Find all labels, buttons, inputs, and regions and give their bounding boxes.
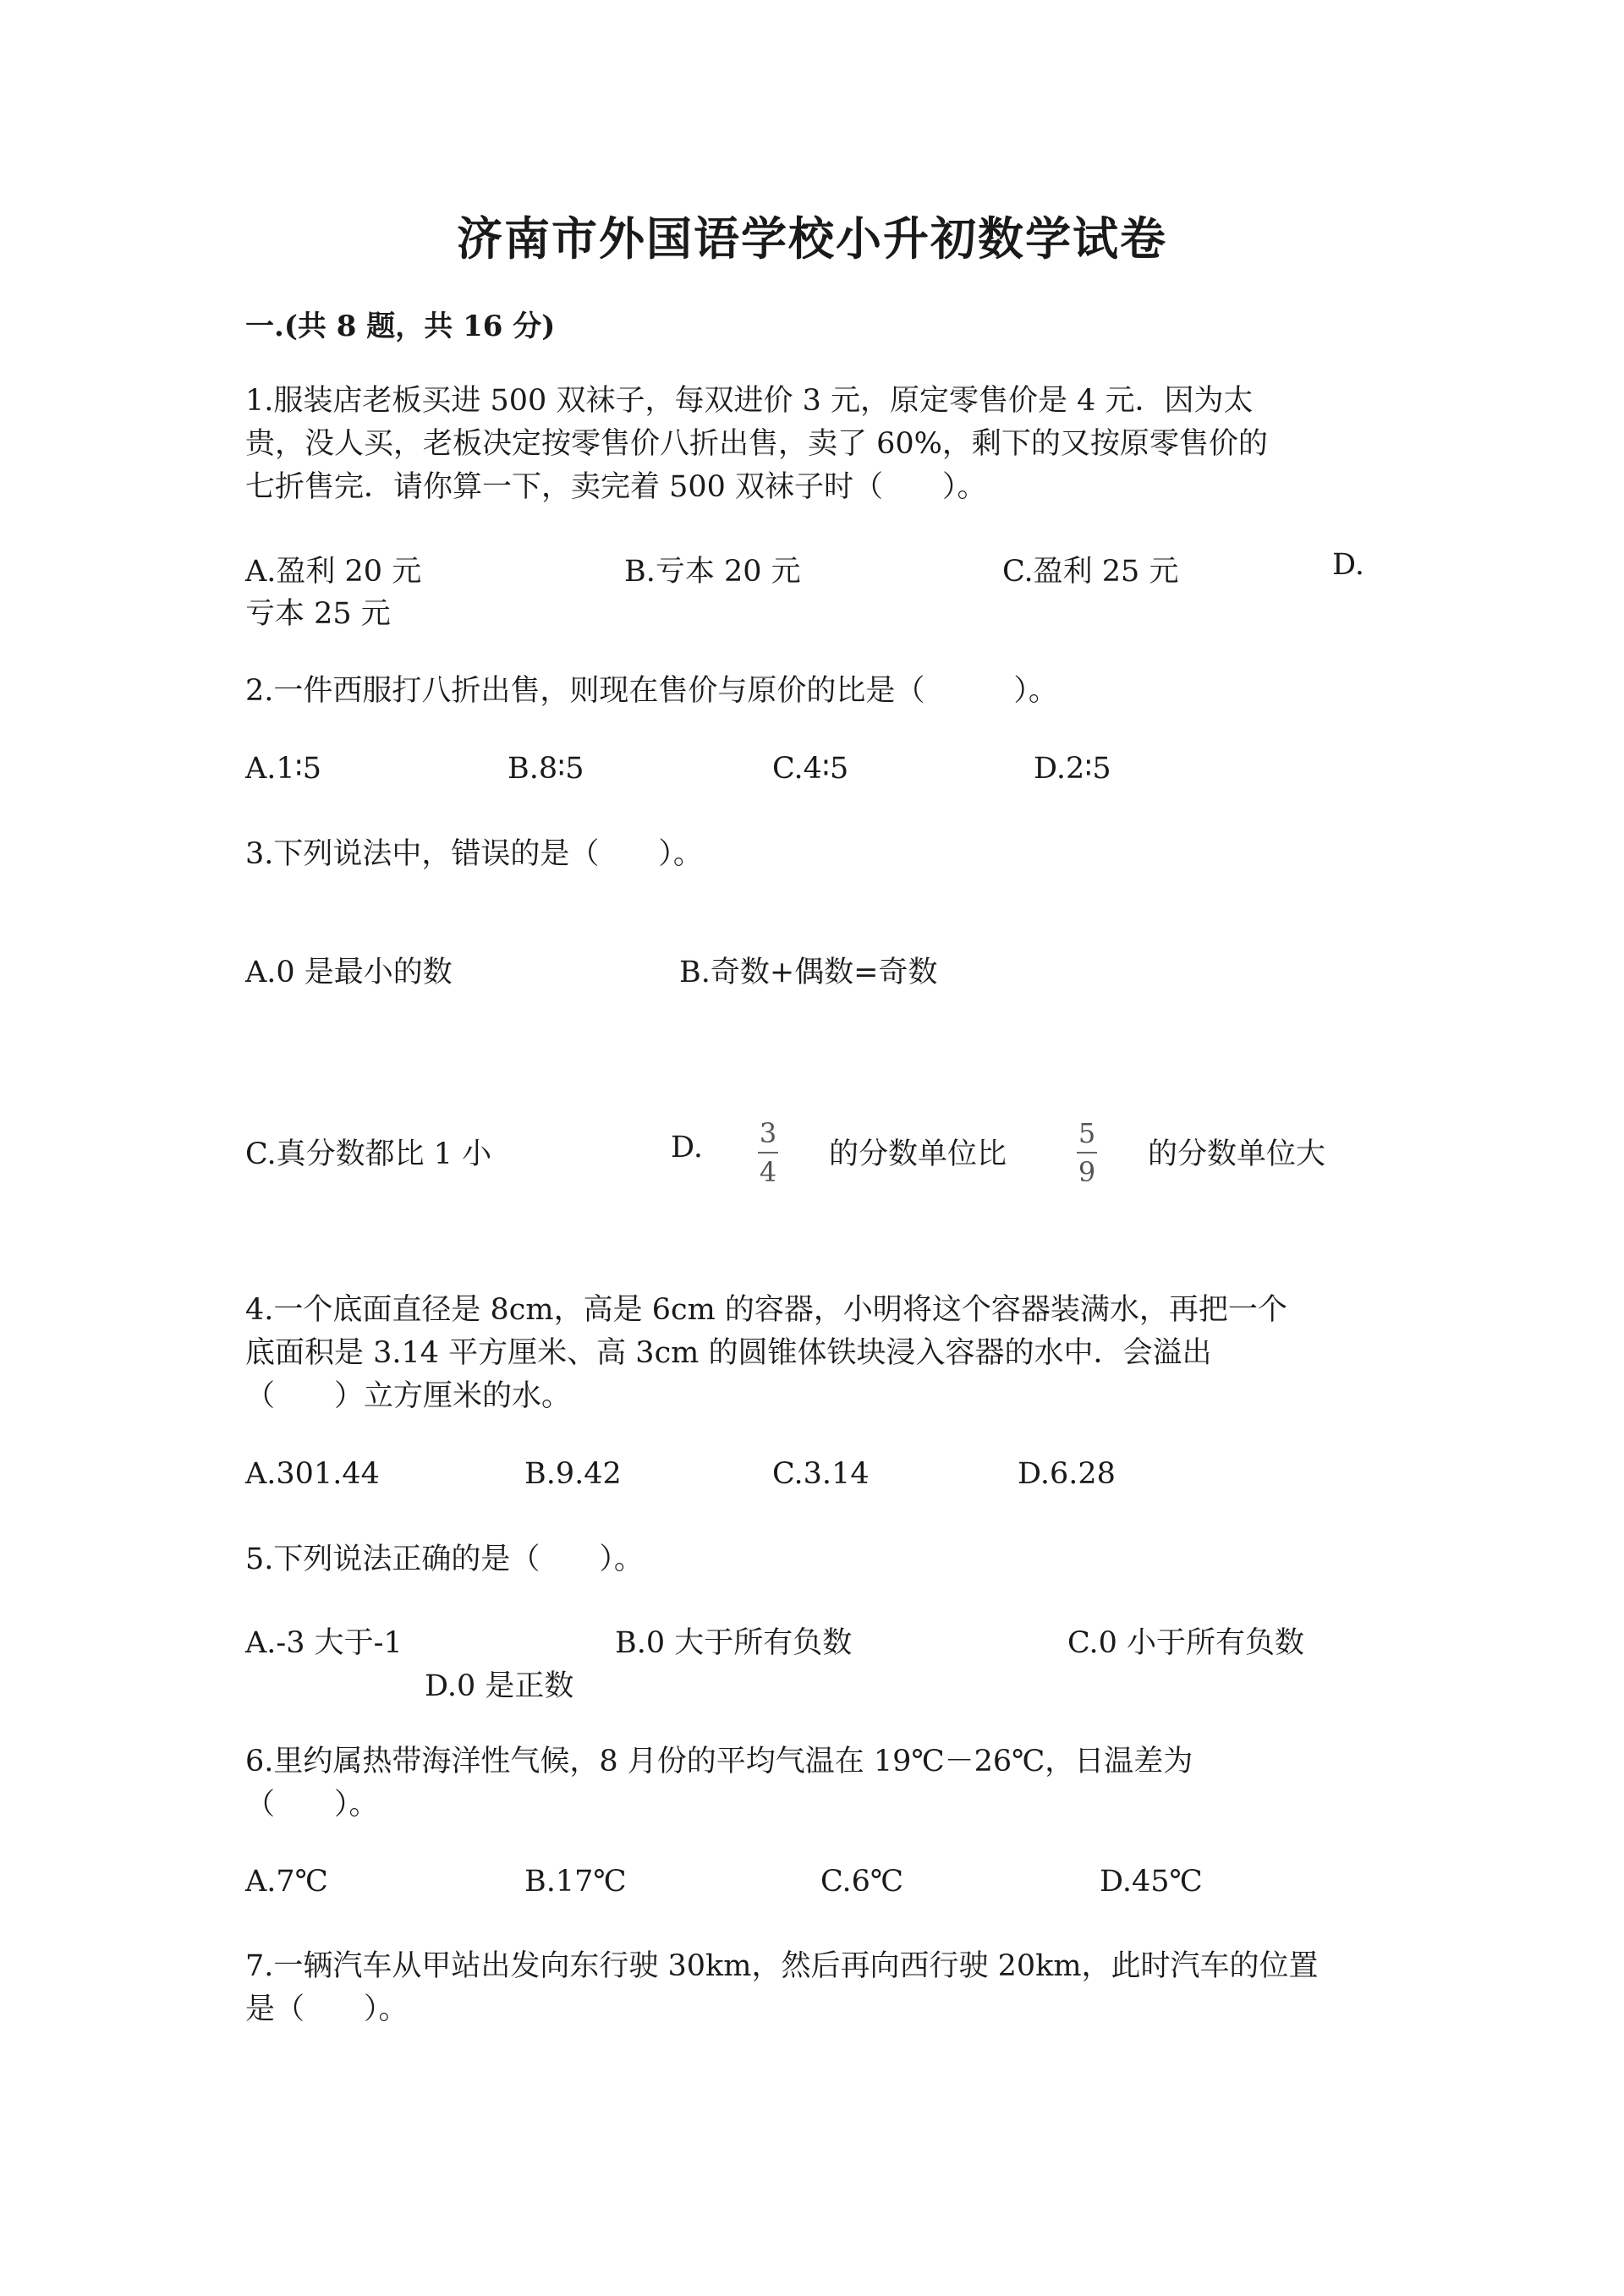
fraction-bar — [1077, 1152, 1097, 1153]
question-4-line-3: （ ）立方厘米的水。 — [245, 1379, 572, 1413]
question-3-option-d-text-2: 的分数单位大 — [1148, 1137, 1326, 1171]
fraction-numerator: 3 — [759, 1117, 777, 1149]
question-3-line-1: 3.下列说法中，错误的是（ ）。 — [245, 837, 703, 871]
fraction-denominator: 9 — [1078, 1156, 1096, 1188]
fraction-five-ninths — [1077, 1116, 1097, 1189]
question-3-option-d-label: D. — [671, 1131, 703, 1164]
question-5-option-c: C.0 小于所有负数 — [1067, 1626, 1305, 1660]
question-3-option-b: B.奇数+偶数=奇数 — [679, 956, 938, 989]
question-2-option-b: B.8∶5 — [508, 752, 584, 786]
question-2-option-a: A.1∶5 — [245, 752, 322, 786]
question-1-line-2: 贵，没人买，老板决定按零售价八折出售，卖了 60%，剩下的又按原零售价的 — [245, 427, 1268, 461]
fraction-bar — [758, 1152, 778, 1153]
question-4-line-1: 4.一个底面直径是 8cm，高是 6cm 的容器，小明将这个容器装满水，再把一个 — [245, 1293, 1287, 1327]
section-heading: 一.(共 8 题，共 16 分) — [245, 310, 556, 343]
question-6-option-b: B.17℃ — [524, 1865, 627, 1899]
fraction-denominator: 4 — [759, 1156, 777, 1188]
fraction-numerator: 5 — [1078, 1117, 1096, 1149]
question-4-option-d: D.6.28 — [1018, 1457, 1116, 1491]
question-6-option-a: A.7℃ — [245, 1865, 328, 1899]
question-4-option-c: C.3.14 — [772, 1457, 870, 1491]
question-5-option-b: B.0 大于所有负数 — [615, 1626, 853, 1660]
fraction-three-quarters — [758, 1116, 778, 1189]
question-3-option-c: C.真分数都比 1 小 — [245, 1137, 492, 1171]
question-5-option-a: A.-3 大于-1 — [245, 1626, 403, 1660]
question-6-option-d: D.45℃ — [1100, 1865, 1203, 1899]
question-4-line-2: 底面积是 3.14 平方厘米、高 3cm 的圆锥体铁块浸入容器的水中．会溢出 — [245, 1336, 1212, 1370]
question-1-option-d-text: 亏本 25 元 — [245, 597, 391, 631]
page-title: 济南市外国语学校小升初数学试卷 — [457, 211, 1167, 266]
question-5-option-d: D.0 是正数 — [425, 1669, 574, 1703]
question-6-option-c: C.6℃ — [820, 1865, 904, 1899]
question-1-option-a: A.盈利 20 元 — [245, 555, 422, 589]
question-4-option-b: B.9.42 — [524, 1457, 622, 1491]
question-3-option-d-text-1: 的分数单位比 — [829, 1137, 1007, 1171]
question-2-option-c: C.4∶5 — [772, 752, 849, 786]
question-6-line-1: 6.里约属热带海洋性气候，8 月份的平均气温在 19℃－26℃，日温差为 — [245, 1745, 1193, 1778]
question-7-line-1: 7.一辆汽车从甲站出发向东行驶 30km，然后再向西行驶 20km，此时汽车的位置 — [245, 1949, 1319, 1983]
question-2-option-d: D.2∶5 — [1034, 752, 1111, 786]
question-5-line-1: 5.下列说法正确的是（ ）。 — [245, 1543, 644, 1576]
question-3-option-a: A.0 是最小的数 — [245, 956, 453, 989]
question-1-option-d-label: D. — [1332, 548, 1364, 582]
question-1-option-b: B.亏本 20 元 — [624, 555, 801, 589]
question-6-line-2: （ ）。 — [245, 1788, 379, 1822]
question-2-line-1: 2.一件西服打八折出售，则现在售价与原价的比是（ ）。 — [245, 674, 1058, 708]
question-1-option-c: C.盈利 25 元 — [1002, 555, 1179, 589]
question-4-option-a: A.301.44 — [245, 1457, 380, 1491]
question-7-line-2: 是（ ）。 — [245, 1992, 409, 2026]
question-1-line-1: 1.服装店老板买进 500 双袜子，每双进价 3 元，原定零售价是 4 元．因为太 — [245, 384, 1254, 418]
question-1-line-3: 七折售完．请你算一下，卖完着 500 双袜子时（ ）。 — [245, 470, 987, 504]
